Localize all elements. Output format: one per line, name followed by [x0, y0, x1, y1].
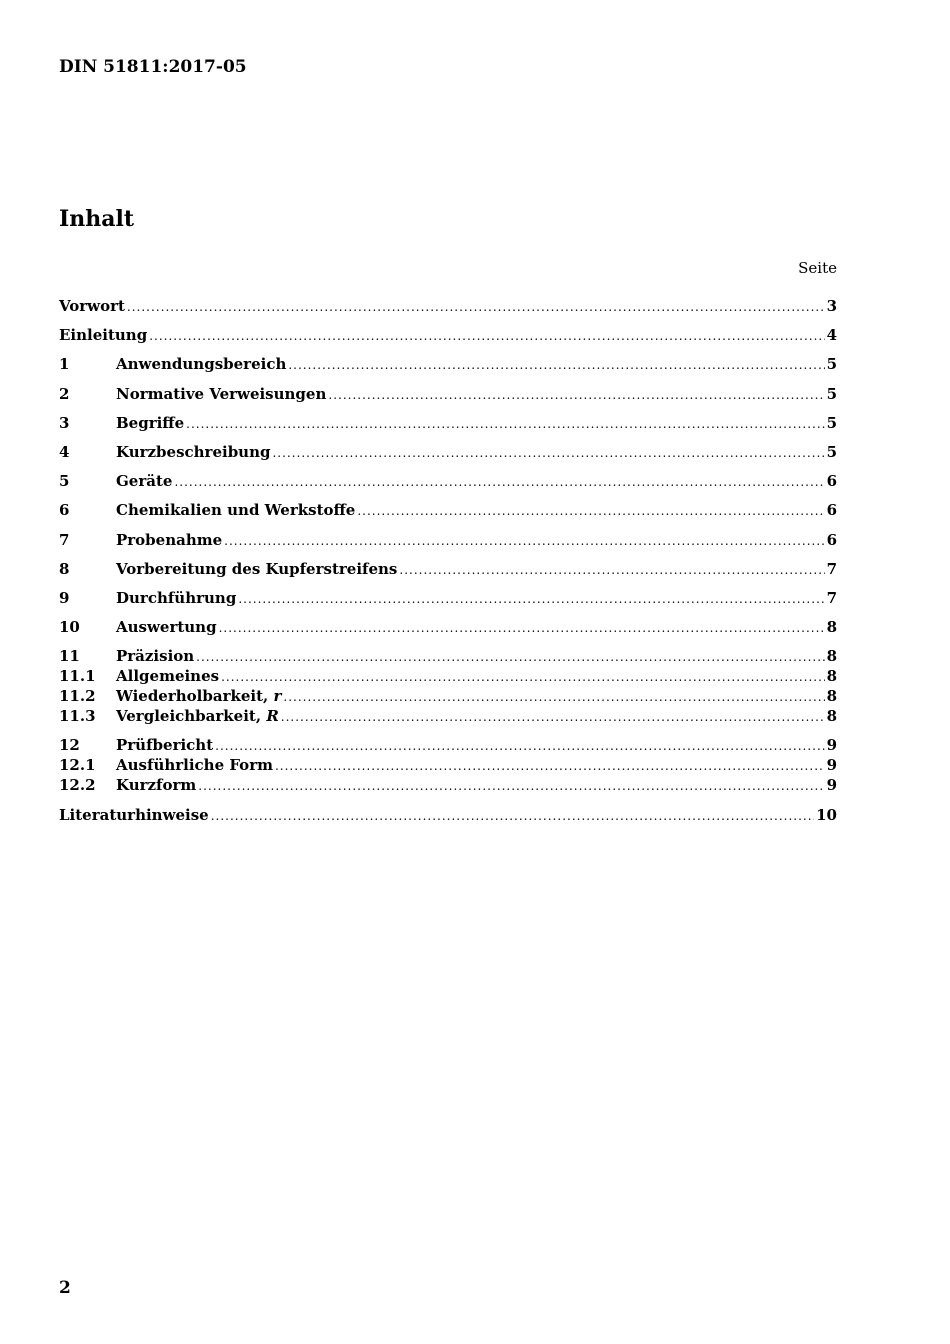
toc-label: Präzision: [116, 647, 195, 666]
toc-page: 8: [826, 667, 837, 686]
toc-label-symbol: r: [273, 687, 282, 706]
toc-page: 6: [826, 472, 837, 491]
toc-page: 8: [826, 687, 837, 706]
toc-number: 3: [59, 413, 70, 432]
leader-dots: [174, 472, 824, 492]
toc-page: 7: [826, 588, 837, 607]
leader-dots: [399, 560, 824, 580]
toc-page: 8: [826, 707, 837, 726]
toc-entry-6[interactable]: [59, 500, 837, 520]
toc-label: Vorwort: [59, 297, 125, 315]
toc-number: 5: [59, 472, 70, 491]
toc-label-text: Wiederholbarkeit,: [116, 687, 269, 706]
toc-label-text: Vergleichbarkeit,: [116, 707, 262, 726]
toc-label: Begriffe: [116, 413, 185, 432]
toc-number: 11.2: [59, 687, 96, 706]
leader-dots: [288, 355, 824, 375]
toc-page: 7: [826, 559, 837, 578]
toc-page: 3: [826, 297, 837, 315]
toc-label: [116, 686, 281, 706]
toc-entry-11-1[interactable]: [59, 666, 837, 686]
toc-number: 12: [59, 736, 80, 755]
table-of-contents: [59, 296, 837, 825]
toc-label: Prüfbericht: [116, 736, 214, 755]
toc-number: 12.1: [59, 756, 96, 775]
leader-dots: [281, 707, 825, 727]
toc-entry-einleitung[interactable]: [59, 325, 837, 345]
leader-dots: [211, 806, 814, 826]
toc-label-symbol: R: [266, 707, 279, 726]
leader-dots: [219, 618, 825, 638]
toc-number: 2: [59, 384, 70, 403]
toc-page: 6: [826, 501, 837, 520]
toc-entry-literaturhinweise[interactable]: [59, 805, 837, 825]
toc-label: Literaturhinweise: [59, 805, 209, 824]
leader-dots: [357, 501, 824, 521]
toc-number: 10: [59, 618, 80, 637]
toc-label: Allgemeines: [116, 667, 220, 686]
leader-dots: [198, 776, 824, 796]
toc-number: 11.3: [59, 707, 96, 726]
toc-label: Probenahme: [116, 530, 223, 549]
toc-page: 9: [826, 736, 837, 755]
toc-label: Kurzbeschreibung: [116, 442, 271, 461]
leader-dots: [196, 647, 824, 667]
toc-label: Chemikalien und Werkstoffe: [116, 501, 356, 520]
toc-number: 1: [59, 355, 70, 374]
toc-entry-11-3[interactable]: [59, 706, 837, 726]
toc-entry-12-2[interactable]: [59, 775, 837, 795]
toc-entry-5[interactable]: [59, 471, 837, 491]
toc-number: 7: [59, 530, 70, 549]
leader-dots: [186, 414, 824, 434]
toc-number: 11.1: [59, 667, 96, 686]
leader-dots: [328, 385, 824, 405]
toc-number: 6: [59, 501, 70, 520]
toc-label: Auswertung: [116, 618, 217, 637]
toc-page: 5: [826, 413, 837, 432]
toc-label: [116, 706, 279, 726]
toc-entry-12-1[interactable]: [59, 755, 837, 775]
leader-dots: [149, 326, 824, 346]
document-header: DIN 51811:2017-05: [59, 57, 247, 77]
toc-entry-11[interactable]: [59, 646, 837, 666]
page-number: 2: [59, 1278, 71, 1298]
leader-dots: [272, 443, 824, 463]
toc-entry-2[interactable]: [59, 384, 837, 404]
leader-dots: [221, 667, 824, 687]
toc-number: 11: [59, 647, 80, 666]
leader-dots: [238, 589, 824, 609]
toc-entry-10[interactable]: [59, 617, 837, 637]
toc-number: 12.2: [59, 776, 96, 795]
toc-label: Einleitung: [59, 326, 148, 345]
toc-label: Normative Verweisungen: [116, 384, 327, 403]
toc-entry-11-2[interactable]: [59, 686, 837, 706]
toc-label: Anwendungsbereich: [116, 355, 287, 374]
toc-page: 5: [826, 442, 837, 461]
toc-entry-7[interactable]: [59, 530, 837, 550]
toc-number: 4: [59, 442, 70, 461]
toc-label: Durchführung: [116, 588, 237, 607]
page-title: Inhalt: [59, 206, 135, 232]
toc-label: Ausführliche Form: [116, 756, 273, 775]
toc-page: 9: [826, 776, 837, 795]
toc-page: 8: [826, 647, 837, 666]
toc-entry-vorwort[interactable]: [59, 296, 837, 316]
toc-entry-9[interactable]: [59, 588, 837, 608]
toc-label: Geräte: [116, 472, 173, 491]
page-column-label: Seite: [798, 259, 837, 277]
toc-number: 9: [59, 588, 70, 607]
toc-page: 6: [826, 530, 837, 549]
leader-dots: [224, 531, 824, 551]
toc-page: 9: [826, 756, 837, 775]
leader-dots: [127, 297, 825, 317]
leader-dots: [215, 736, 824, 756]
toc-page: 8: [826, 618, 837, 637]
toc-entry-4[interactable]: [59, 442, 837, 462]
leader-dots: [283, 687, 824, 707]
leader-dots: [275, 756, 825, 776]
toc-number: 8: [59, 559, 70, 578]
toc-entry-1[interactable]: [59, 354, 837, 374]
toc-entry-12[interactable]: [59, 735, 837, 755]
toc-page: 5: [826, 384, 837, 403]
toc-page: 5: [826, 355, 837, 374]
toc-page: 4: [826, 326, 837, 345]
toc-label: Vorbereitung des Kupferstreifens: [116, 559, 398, 578]
toc-entry-3[interactable]: [59, 413, 837, 433]
toc-entry-8[interactable]: [59, 559, 837, 579]
toc-page: 10: [816, 805, 837, 824]
toc-label: Kurzform: [116, 776, 197, 795]
